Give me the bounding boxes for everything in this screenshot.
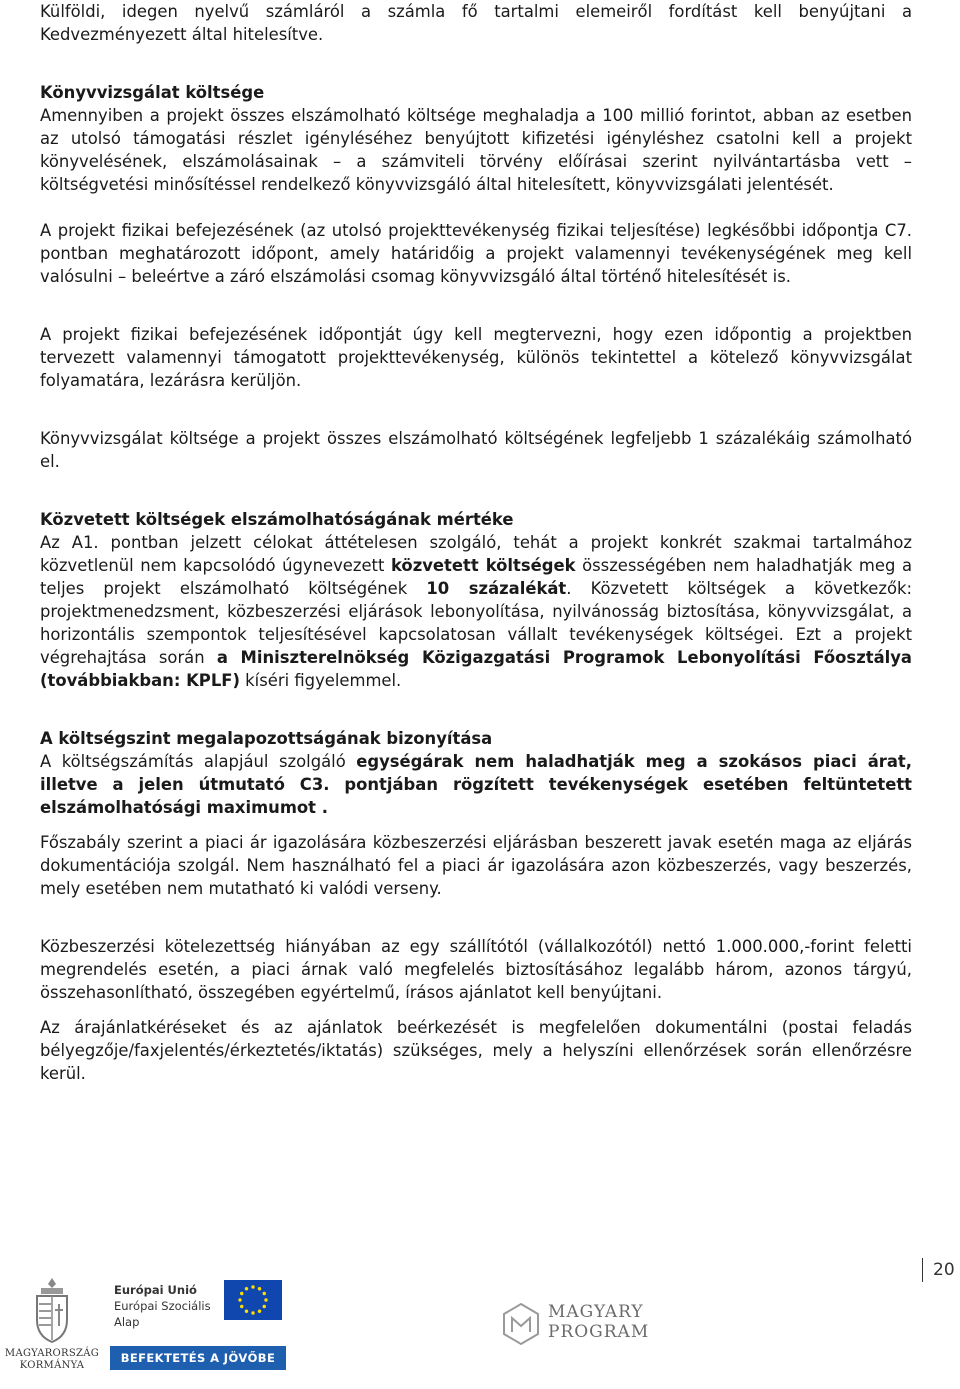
eu-star [251, 1285, 254, 1288]
eu-flag-icon [224, 1280, 282, 1320]
eu-star [258, 1310, 261, 1313]
paragraph-audit-requirement: Amennyiben a projekt összes elszámolható költsége meghaladja a 100 millió forintot, abban az esetben az utolsó támogatási részlet igényléséhez benyújtott kifizetési igényléshez csatolni kell a projekt könyvelésének, elszámolásainak – a számviteli törvény előírásai szerint nyilvántartásba vett – költségvetési minősítéssel rendelkező könyvvizsgáló által hitelesített, könyvvizsgálati jelentését. [40, 106, 912, 194]
paragraph-physical-completion: A projekt fizikai befejezésének (az utolsó projekttevékenység fizikai teljesítése) legkésőbbi időpontja C7. pontban meghatározott időpont, amely határidőig a projekt valamennyi tevékenységének meg kell valósulni – beleértve a záró elszámolási csomag könyvvizsgáló által történő hitelesítését is. [40, 221, 912, 286]
eu-text-line3: Alap [114, 1315, 140, 1329]
eu-star [245, 1287, 248, 1290]
magyary-program-logo [500, 1298, 670, 1354]
eu-star [264, 1298, 267, 1301]
heading-cost-justification: A költségszint megalapozottságának bizonyítása [40, 729, 493, 748]
gov-text-line2: KORMÁNYA [19, 1360, 85, 1371]
paragraph-market-price: Főszabály szerint a piaci ár igazolására közbeszerzési eljárásban beszerett javak esetén maga az eljárás dokumentációja szolgál. Nem használható fel a piaci ár igazolására azon közbeszerzés, vagy beszerzés, mely esetében nem mutatható ki valódi verseny. [40, 833, 912, 898]
heading-audit-cost: Könyvvizsgálat költsége [40, 83, 265, 102]
document-body [40, 0, 912, 1085]
paragraph-foreign-invoice: Külföldi, idegen nyelvű számláról a számla fő tartalmi elemeiről fordítást kell benyújtani a Kedvezményezett által hitelesítve. [40, 2, 912, 44]
eu-star [240, 1292, 243, 1295]
eu-banner: BEFEKTETÉS A JÖVŐBE [110, 1346, 286, 1370]
eu-text-line2: Európai Szociális [114, 1299, 211, 1313]
paragraph-documentation: Az árajánlatkéréseket és az ajánlatok beérkezését is megfelelően dokumentálni (postai feladás bélyegzője/faxjelentés/érkeztetés/iktatás) szükséges, mely a helyszíni ellenőrzések során ellenőrzésre kerül. [40, 1018, 912, 1083]
page-number: 20 [922, 1258, 960, 1282]
paragraph-indirect-costs: Az A1. pontban jelzett célokat áttételesen szolgáló, tehát a projekt konkrét szakmai tartalmához közvetlenül nem kapcsolódó úgynevezett közvetett költségek összességében nem haladhatják meg a teljes projekt elszámolható költségének 10 százalékát. Közvetett költségek a következők: projektmenedzsment, közbeszerzési eljárások lebonyolítása, nyilvánosság biztosítása, könyvvizsgálat, a horizontális szempontok teljesítésével kapcsolatosan vállalt tevékenységek költségei. Ezt a projekt végrehajtása során a Miniszterelnökség Közigazgatási Programok Lebonyolítási Főosztálya (továbbiakban: KPLF) kíséri figyelemmel. [40, 533, 913, 690]
eu-star [258, 1287, 261, 1290]
eu-star [245, 1310, 248, 1313]
eu-star [251, 1311, 254, 1314]
eu-star [263, 1292, 266, 1295]
footer-logos [0, 1270, 960, 1389]
heading-indirect-costs: Közvetett költségek elszámolhatóságának mértéke [40, 510, 514, 529]
eu-fund-logo [110, 1278, 286, 1372]
eu-text-line1: Európai Unió [114, 1283, 197, 1297]
paragraph-completion-planning: A projekt fizikai befejezésének időpontját úgy kell megtervezni, hogy ezen időpontig a projektben tervezett valamennyi támogatott projekttevékenység, különös tekintettel a kötelező könyvvizsgálat folyamatára, lezárásra kerüljön. [40, 325, 912, 390]
magyary-text-line1: MAGYARY [548, 1302, 644, 1322]
magyary-text-line2: PROGRAM [548, 1322, 650, 1342]
eu-star [263, 1305, 266, 1308]
eu-star [240, 1305, 243, 1308]
paragraph-audit-limit: Könyvvizsgálat költsége a projekt összes elszámolható költségének legfeljebb 1 százalékáig számolható el. [40, 429, 912, 471]
eu-star [238, 1298, 241, 1301]
coat-of-arms-icon [29, 1276, 75, 1344]
paragraph-unit-prices: A költségszámítás alapjául szolgáló egységárak nem haladhatják meg a szokásos piaci árat, illetve a jelen útmutató C3. pontjában rögzített tevékenységek esetében feltüntetett elszámolhatósági maximumot . [40, 752, 912, 817]
paragraph-three-offers: Közbeszerzési kötelezettség hiányában az egy szállítótól (vállalkozótól) nettó 1.000.000,-forint feletti megrendelés esetén, a piaci árnak való megfelelés biztosításához legalább három, azonos tárgyú, összehasonlítható, összegében egyértelmű, írásos ajánlatot kell benyújtani. [40, 937, 912, 1002]
magyary-emblem-icon [500, 1300, 542, 1348]
hungarian-government-logo [4, 1276, 100, 1380]
gov-text-line1: MAGYARORSZÁG [4, 1348, 100, 1359]
